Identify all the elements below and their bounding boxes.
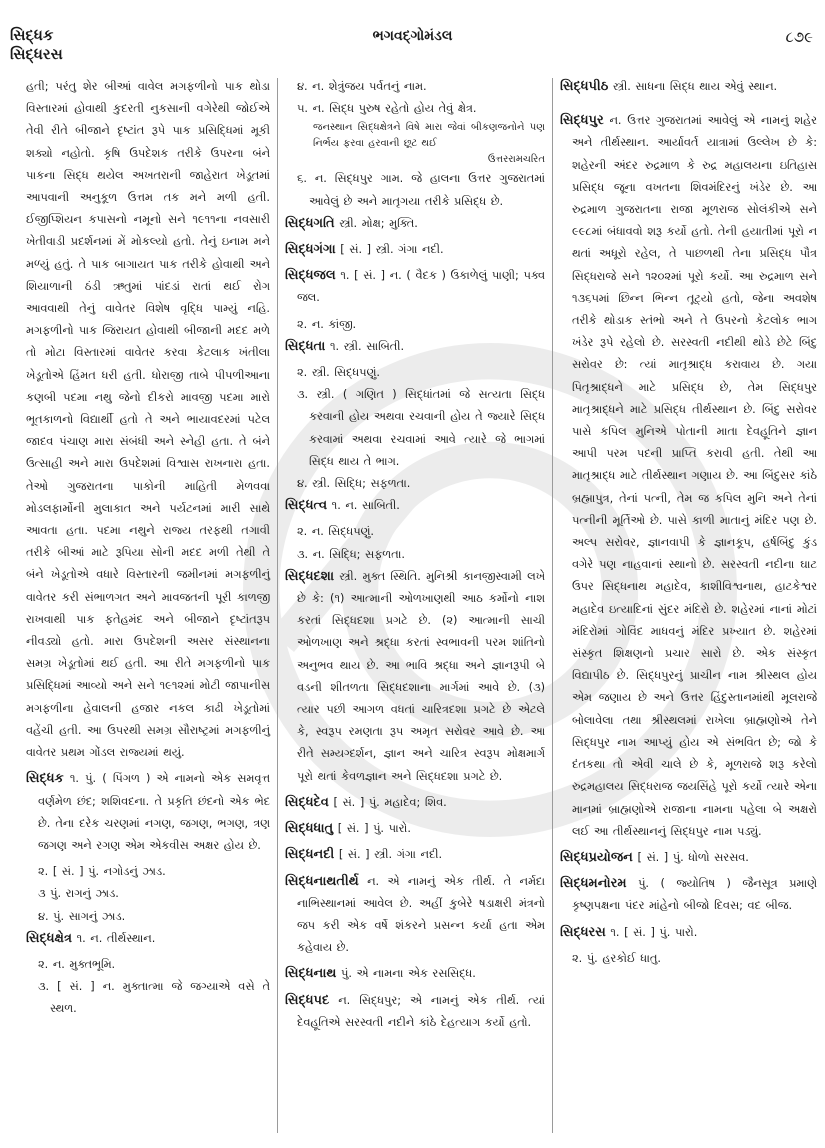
headword: સિદ્ધપુર	[560, 113, 604, 129]
dictionary-entry	[560, 847, 817, 869]
headword: સિદ્ધધાતુ	[285, 821, 334, 837]
guide-word-first: સિદ્ધક	[10, 26, 54, 44]
sense: ૨. ન. કાંજી.	[297, 317, 357, 331]
continuation-paragraph: હતી; પરંતુ શેર બીઆં વાવેલ મગફળીનો પાક થોડા વિસ્તારમાં હોવાથી કુદરતી નુકસાની વગેરેથી જોઈએ તેવી રીતે બીજાને દૃષ્ટાંત રૂપે પાક પ્રસિદ્ધિમાં મૂકી શક્યો નહોતો. કૃષિ ઉપદેશક તરીકે ઉપરના બંને પાકના સિદ્ધ થયેલ અખતરાની જાહેરાત ખેડૂતમાં આપવાની અનુકૂળ ઉત્તમ તક મને મળી હતી. ઈજીપ્શિયન કપાસનો નમૂનો સને ૧૯૧૧ના નવસારી ખેતીવાડી પ્રદર્શનમાં મેં મોકલ્યો હતો. તેનું ઇનામ મને મળ્યું હતું. તે પાક બાગાયત પાક તરીકે હોવાથી અને શિયાળાની ઠંડી ઋતુમાં પાંદડાં રાતાં થઈ રોગ આવવાથી તેનું વાવેતર વિશેષ વૃદ્ધિ પામ્યું નહિ. મગફળીનો પાક જિરાયત હોવાથી બીજાની મદદ મળે તો મોટા વિસ્તારમાં વાવેતર કરવા કેટલાક ખંતીલા ખેડૂતોએ હિંમત ધરી હતી. ધોરાજી તાબે પીપળીઆના કણબી પદમા નથુ જેનો દીકરો માવજી પદમા મારો ભૂતકાળનો વિદ્યાર્થી હતો તે અને ભાયાવદરમાં પટેલ જાદવ પંચાણ મારા સંબંધી અને સ્નેહી હતા. તે બંને ઉત્સાહી અને મારા ઉપદેશમાં વિશ્વાસ રાખનારા હતા. તેઓ ગુજરાતના પાકોની માહિતી મેળવવા મોડલફાર્મોની મુલાકાત અને પર્યટનમાં મારી સાથે આવતા હતા. પદમા નથુને રાજ્ય તરફથી તગાવી તરીકે બીઆં માટે રૂપિયા સોની મદદ મળી તેથી તે બંને ખેડૂતોએ વધારે વિસ્તારની જમીનમાં મગફળીનું વાવેતર કરી સંભાળગત અને માવજતની પૂરી કાળજી રાખવાથી પાક ફતેહમંદ અને બીજાને દૃષ્ટાંતરૂપ નીવડ્યો હતો. મારા ઉપદેશની અસર સંસ્થાનના સમગ્ર ખેડૂતોમાં થઈ હતી. આ રીતે મગફળીનો પાક પ્રસિદ્ધિમાં આવ્યો અને સને ૧૯૧૨માં મોટી જાપાનીસ મગફળીના હેવાલની હજાર નકલ કાઢી ખેડૂતોમાં વહેંચી હતી. આ ઉપરથી સમગ્ર સૌરાષ્ટ્રમાં મગફળીનું વાવેતર પ્રથમ ગોંડલ રાજ્યમાં થયું.	[26, 80, 270, 760]
dictionary-entry	[560, 922, 817, 944]
dictionary-entry	[285, 871, 545, 960]
dictionary-entry	[560, 873, 817, 917]
definition: ન. ઉત્તર ગુજરાતમાં આવેલું એ નામનું શહેર અને તીર્થસ્થાન. આર્યાવર્ત યાત્રામાં ઉલ્લેખ છે કે: શહેરની અંદર રુદ્રમાળ કે રુદ્ર મહાલયના ઇતિહાસ પ્રસિદ્ધ જૂના વખતના શિવમંદિરનું ખંડેર છે. આ રુદ્રમાળ ગુજરાતના રાજા મૂળરાજ સોલંકીએ સને ૯૯૮માં બંધાવવો શરૂ કર્યો હતો. તેની હયાતીમાં પૂરો ન થતાં અધૂરો રહેલ, તે પાછળથી તેના પ્રસિદ્ધ પૌત્ર સિદ્ધરાજે સને ૧૨૦૨માં પૂરો કર્યો. આ રુદ્રમાળ સને ૧૩૬૫માં છિન્ન ભિન્ન તૂટ્યો હતો, જેના અવશેષ તરીકે થોડાક સ્તંભો અને તે ઉપરનો કેટલોક ભાગ ખંડેર રૂપે રહેલો છે. સરસ્વતી નદીથી થોડે છેટે બિંદુ સરોવર છે: ત્યાં માતૃશ્રાદ્ધ કરાવાય છે. ગયા પિતૃશ્રાદ્ધને માટે પ્રસિદ્ધ છે, તેમ સિદ્ધપુર માતૃશ્રાદ્ધને માટે પ્રસિદ્ધ તીર્થસ્થાન છે. બિંદુ સરોવર પાસે કપિલ મુનિએ પોતાની માતા દેવહૂતિને જ્ઞાન આપી પરમ પદની પ્રાપ્તિ કરાવી હતી. તેથી આ માતૃશ્રાદ્ધ માટે તીર્થસ્થાન ગણાય છે. આ બિંદુસર કાંઠે બ્રહ્માપુત્ર, તેનાં પત્ની, તેમ જ કપિલ મુનિ અને તેનાં પત્નીની મૂર્તિઓ છે. પાસે કાળી માતાનું મંદિર પણ છે. અલ્પ સરોવર, જ્ઞાનવાપી કે જ્ઞાનકૂપ, હર્ષબિંદુ કુંડ વગેરે પણ નાહવાનાં સ્થાનો છે. સરસ્વતી નદીના ઘાટ ઉપર સિદ્ધનાથ મહાદેવ, કાશીવિશ્વનાથ, હાટકેશ્વર મહાદેવ ઇત્યાદિનાં સુંદર મંદિરો છે. શહેરમાં નાનાં મોટાં મંદિરોમાં ગોવિંદ માધવનું મંદિર પ્રખ્યાત છે. શહેરમાં સંસ્કૃત શિક્ષણનો પ્રચાર સારો છે. એક સંસ્કૃત વિદ્યાપીઠ છે. સિદ્ધપુરનું પ્રાચીન નામ શ્રીસ્થલ હોય એમ જણાય છે અને ઉત્તર હિંદુસ્તાનમાંથી મૂલરાજે બોલાવેલા તથા શ્રીસ્થલમાં રાખેલા બ્રાહ્મણોએ તેને સિદ્ધપુર નામ આપ્યું હોય એ સંભવિત છે; જો કે દંતકથા તો એવી ચાલે છે કે, મૂળરાજે શરૂ કરેલો રુદ્રમહાલય સિદ્ધરાજ જયસિંહે પૂરો કર્યો ત્યારે એના માનમાં બ્રાહ્મણોએ રાજાના નામના પહેલા બે અક્ષરો લઈ આ તીર્થસ્થાનનું સિદ્ધપુર નામ પડ્યું.	[572, 114, 817, 838]
definition: [ સં. ] સ્ત્રી. ગંગા નદી.	[340, 243, 444, 257]
dictionary-entry	[285, 495, 545, 517]
column-divider	[277, 78, 278, 1133]
sense: ૩ પું. રાગનું ઝાડ.	[38, 887, 119, 901]
definition: [ સં. ] સ્ત્રી. ગંગા નદી.	[338, 848, 443, 862]
sense: ૩. ન. સિદ્ધિ; સફળતા.	[297, 547, 405, 561]
sense: ૩. સ્ત્રી. ( ગણિત ) સિદ્ધાંતમાં જે સત્યતા સિદ્ધ કરવાની હોય અથવા રચવાની હોય તે જ્યારે સિદ્ધ કરવામાં અથવા રચવામાં આવે ત્યારે જે ભાગમાં સિદ્ધ થાય તે ભાગ.	[297, 388, 545, 468]
quote-source: ઉત્તરરામચરિત	[487, 154, 545, 166]
sense: ૩. [ સં. ] ન. મુક્તાત્મા જે જગ્યાએ વસે તે સ્થળ.	[38, 980, 270, 1016]
definition: ૧. પું. ( પિંગળ ) એ નામનો એક સમવૃત્ત વર્ણમેળ છંદ; શશિવદના. તે પ્રકૃતિ છંદનો એક ભેદ છે. તેના દરેક ચરણમાં નગણ, જગણ, ભગણ, ત્રણ જગણ અને રગણ એમ એકવીસ અક્ષર હોય છે.	[38, 772, 271, 852]
headword: સિદ્ધનાથ	[285, 966, 337, 982]
headword: સિદ્ધપ્રયોજન	[560, 849, 633, 865]
dictionary-entry	[285, 265, 545, 309]
headword: સિદ્ધપીઠ	[560, 79, 609, 94]
headword: સિદ્ધતા	[285, 338, 326, 354]
sense: ૨. ન. મુક્તભૂમિ.	[38, 957, 116, 971]
definition: ૧. સ્ત્રી. સાબિતી.	[329, 339, 405, 353]
definition: સ્ત્રી. સાધના સિદ્ધ થાય એવું સ્થાન.	[612, 80, 778, 93]
sense: ૪. ન. શેત્રુંજય પર્વતનું નામ.	[297, 80, 427, 93]
headword: સિદ્ધમનોરમ	[560, 876, 627, 892]
column-divider	[552, 78, 553, 1133]
column-3	[560, 76, 817, 970]
quote-text: જનસ્થાન સિદ્ધક્ષેત્રને વિષે મારા જેવાં બીકણજનોને પણ નિર્ભય ફરવા હરવાની છૂટ થઈ	[313, 122, 545, 150]
sense: ૪. પું. સાગનું ઝાડ.	[38, 909, 126, 923]
dictionary-entry	[560, 110, 817, 843]
dictionary-entry	[26, 928, 270, 950]
headword: સિદ્ધજલ	[285, 268, 336, 284]
definition: [ સં. ] પું. મહાદેવ; શિવ.	[333, 795, 447, 809]
definition: ન. એ નામનું એક તીર્થ. તે નર્મદા નાભિસ્થાનમાં આવેલ છે. અહીં કુબેરે ષડાક્ષરી મંત્રનો જપ કરી એક વર્ષે શંકરને પ્રસન્ન કર્યા હતા એમ કહેવાય છે.	[297, 874, 546, 955]
definition: ૧. [ સં. ] પું. પારો.	[610, 925, 698, 939]
dictionary-entry	[560, 76, 817, 98]
definition: સ્ત્રી. મોક્ષ; મુક્તિ.	[339, 216, 418, 230]
dictionary-entry	[285, 566, 545, 788]
definition: ૧. ન. સાબિતી.	[331, 499, 400, 513]
definition: [ સં. ] પું. ધોળો સરસવ.	[637, 850, 749, 864]
column-2	[285, 76, 545, 1038]
headword: સિદ્ધગતિ	[285, 215, 335, 231]
headword: સિદ્ધક્ષેત્ર	[26, 930, 72, 946]
dictionary-entry	[285, 844, 545, 866]
dictionary-entry	[285, 818, 545, 840]
headword: સિદ્ધરસ	[560, 924, 606, 940]
headword: સિદ્ધદશા	[285, 568, 335, 584]
sense: ૫. ન. સિદ્ધ પુરુષ રહેતો હોય તેવું ક્ષેત્ર.	[297, 102, 477, 116]
dictionary-entry	[26, 768, 270, 857]
dictionary-entry	[285, 792, 545, 814]
headword: સિદ્ધક	[26, 771, 64, 787]
headword: સિદ્ધત્વ	[285, 498, 328, 514]
dictionary-entry	[285, 336, 545, 358]
dictionary-title: ભગવદ્ગોમંડલ	[372, 28, 453, 44]
sense: ૬. ન. સિદ્ધપુર ગામ. જે હાલના ઉત્તર ગુજરાતમાં આવેલું છે અને માતૃગયા તરીકે પ્રસિદ્ધ છે.	[297, 172, 545, 208]
definition: પું. એ નામના એક રસસિદ્ધ.	[340, 967, 476, 981]
page-number: ૮૭૯	[785, 28, 813, 46]
dictionary-entry	[285, 213, 545, 235]
guide-word-last: સિદ્ધરસ	[10, 45, 63, 63]
definition: ન. સિદ્ધપુર; એ નામનું એક તીર્થ. ત્યાં દેવહૂતિએ સરસ્વતી નદીને કાંઠે દેહત્યાગ કર્યો હતો.	[297, 993, 545, 1029]
headword: સિદ્ધદેવ	[285, 794, 329, 810]
headword: સિદ્ધપદ	[285, 992, 330, 1008]
definition: [ સં. ] પું. પારો.	[337, 822, 411, 836]
dictionary-entry	[285, 990, 545, 1034]
definition: ૧. ન. તીર્થસ્થાન.	[76, 931, 156, 945]
sense: ૨. ન. સિદ્ધપણું.	[297, 525, 374, 539]
dictionary-entry	[285, 239, 545, 261]
column-1	[26, 76, 270, 1021]
sense: ૨. સ્ત્રી. સિદ્ધપણું.	[297, 366, 380, 380]
definition: ૧. [ સં. ] ન. ( વૈદક ) ઉકાળેલું પાણી; પક્વ જલ.	[297, 269, 545, 305]
citation-quote	[285, 120, 545, 168]
definition: સ્ત્રી. મુક્ત સ્થિતિ. મુનિશ્રી કાનજીસ્વામી લખે છે કે: (૧) આત્માની ઓળખાણથી આઠ કર્મોનો નાશ કરતાં સિદ્ધદશા પ્રગટે છે. (૨) આત્માની સાચી ઓળખાણ અને શ્રદ્ધા કરતાં સ્વભાવની પરમ શાંતિનો અનુભવ થાય છે. આ ભાવિ શ્રદ્ધા અને જ્ઞાનરૂપી બે વડની શીતળતા સિદ્ધદશાના માર્ગમાં આવે છે. (૩) ત્યાર પછી આગળ વધતાં ચારિત્રદશા પ્રગટે છે એટલે કે, સ્વરૂપ રમણતા રૂપ અમૃત સરોવર આવે છે. આ રીતે સમ્યગ્દર્શન, જ્ઞાન અને ચારિત્ર સ્વરૂપ મોક્ષમાર્ગ પૂરો થતાં કેવળજ્ઞાન અને સિદ્ધદશા પ્રગટે છે.	[297, 569, 545, 783]
sense: ૨. પું. હરકોઈ ધાતુ.	[572, 951, 661, 965]
headword: સિદ્ધગંગા	[285, 242, 336, 258]
sense: ૨. [ સં. ] પું. નગોડનું ઝાડ.	[38, 865, 166, 879]
headword: સિદ્ધનદી	[285, 847, 335, 863]
definition: પું. ( જ્યોતિષ ) જૈનસૂત્ર પ્રમાણે કૃષ્ણપક્ષના પંદર માંહેનો બીજો દિવસ; વદ બીજ.	[572, 877, 818, 913]
headword: સિદ્ધનાથતીર્થ	[285, 873, 359, 889]
dictionary-entry	[285, 963, 545, 985]
sense: ૪. સ્ત્રી. સિદ્ધિ; સફળતા.	[297, 477, 411, 491]
